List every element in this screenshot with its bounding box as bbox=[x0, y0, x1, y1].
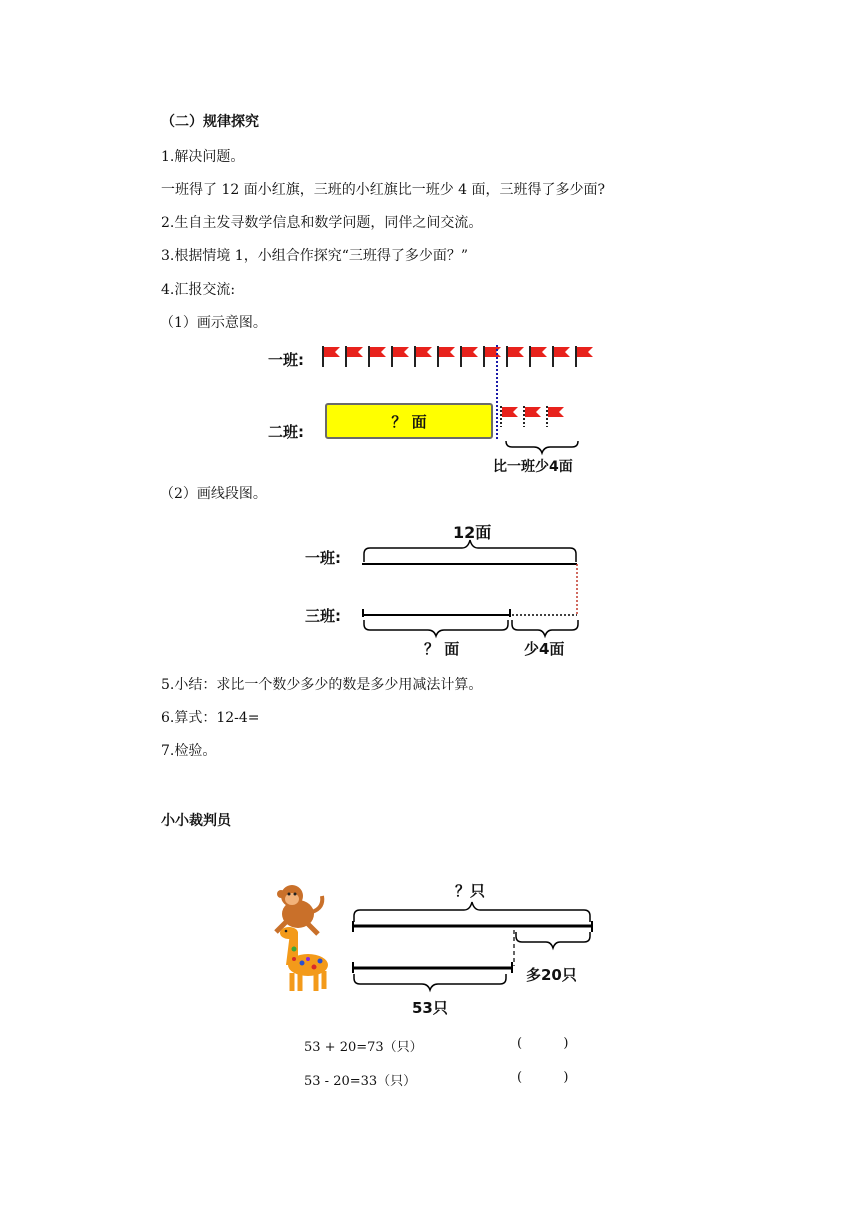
less-flags-text: 比一班少4面 bbox=[493, 459, 573, 475]
red-flag-icon bbox=[320, 344, 343, 368]
segment-row1-label: 一班: bbox=[305, 549, 341, 567]
unknown-segment-text: ？ 面 bbox=[424, 640, 460, 658]
total-text: 12面 bbox=[453, 523, 492, 542]
less-brace-2 bbox=[512, 620, 578, 636]
unknown-flags-text: ？ 面 bbox=[391, 412, 427, 431]
monkey-count-brace bbox=[354, 974, 506, 990]
judge-answer-blank-1[interactable]: ( ) bbox=[517, 1036, 569, 1051]
problem-text: 一班得了 12 面小红旗，三班的小红旗比一班少 4 面，三班得了多少面? bbox=[161, 182, 606, 198]
section-title: （二）规律探究 bbox=[161, 114, 259, 130]
step-5: 5.小结：求比一个数少多少的数是多少用减法计算。 bbox=[161, 677, 483, 693]
red-flag-icon bbox=[527, 344, 550, 368]
less-segment-text: 少4面 bbox=[524, 640, 565, 658]
judge-equation-1: 53 + 20=73（只） bbox=[304, 1040, 423, 1055]
total-animals-text: ？只 bbox=[455, 882, 486, 900]
flag-row-2 bbox=[498, 404, 567, 428]
more-brace bbox=[516, 932, 590, 948]
red-flag-icon bbox=[498, 404, 521, 428]
red-flag-icon bbox=[521, 404, 544, 428]
flag-row-1 bbox=[320, 344, 596, 368]
red-flag-icon bbox=[573, 344, 596, 368]
flag-row2-label: 二班: bbox=[268, 423, 304, 441]
monkey-count-text: 53只 bbox=[412, 999, 448, 1017]
total-brace bbox=[364, 540, 576, 562]
sub-step-1: （1）画示意图。 bbox=[160, 315, 267, 331]
step-2: 2.生自主发寻数学信息和数学问题，同伴之间交流。 bbox=[161, 215, 483, 231]
total-animals-brace bbox=[354, 902, 590, 922]
less-brace bbox=[506, 441, 578, 453]
red-flag-icon bbox=[504, 344, 527, 368]
giraffe-icon bbox=[272, 925, 332, 995]
unknown-brace bbox=[364, 620, 508, 636]
step-7: 7.检验。 bbox=[161, 743, 217, 759]
red-flag-icon bbox=[481, 344, 504, 368]
flag-row1-label: 一班: bbox=[268, 351, 304, 369]
red-flag-icon bbox=[550, 344, 573, 368]
red-flag-icon bbox=[412, 344, 435, 368]
step-1: 1.解决问题。 bbox=[161, 149, 245, 165]
red-flag-icon bbox=[343, 344, 366, 368]
step-3: 3.根据情境 1，小组合作探究“三班得了多少面？” bbox=[161, 248, 469, 264]
sub-step-2: （2）画线段图。 bbox=[160, 486, 267, 502]
red-flag-icon bbox=[544, 404, 567, 428]
judge-equation-2: 53 - 20=33（只） bbox=[304, 1074, 417, 1089]
judge-title: 小小裁判员 bbox=[161, 813, 231, 829]
segment-row2-label: 三班: bbox=[305, 607, 341, 625]
step-6: 6.算式：12-4= bbox=[161, 710, 260, 726]
red-flag-icon bbox=[435, 344, 458, 368]
unknown-flags-box bbox=[325, 403, 493, 439]
red-flag-icon bbox=[366, 344, 389, 368]
more-text: 多20只 bbox=[526, 966, 577, 984]
red-flag-icon bbox=[458, 344, 481, 368]
judge-answer-blank-2[interactable]: ( ) bbox=[517, 1070, 569, 1085]
red-flag-icon bbox=[389, 344, 412, 368]
step-4: 4.汇报交流: bbox=[161, 282, 236, 298]
